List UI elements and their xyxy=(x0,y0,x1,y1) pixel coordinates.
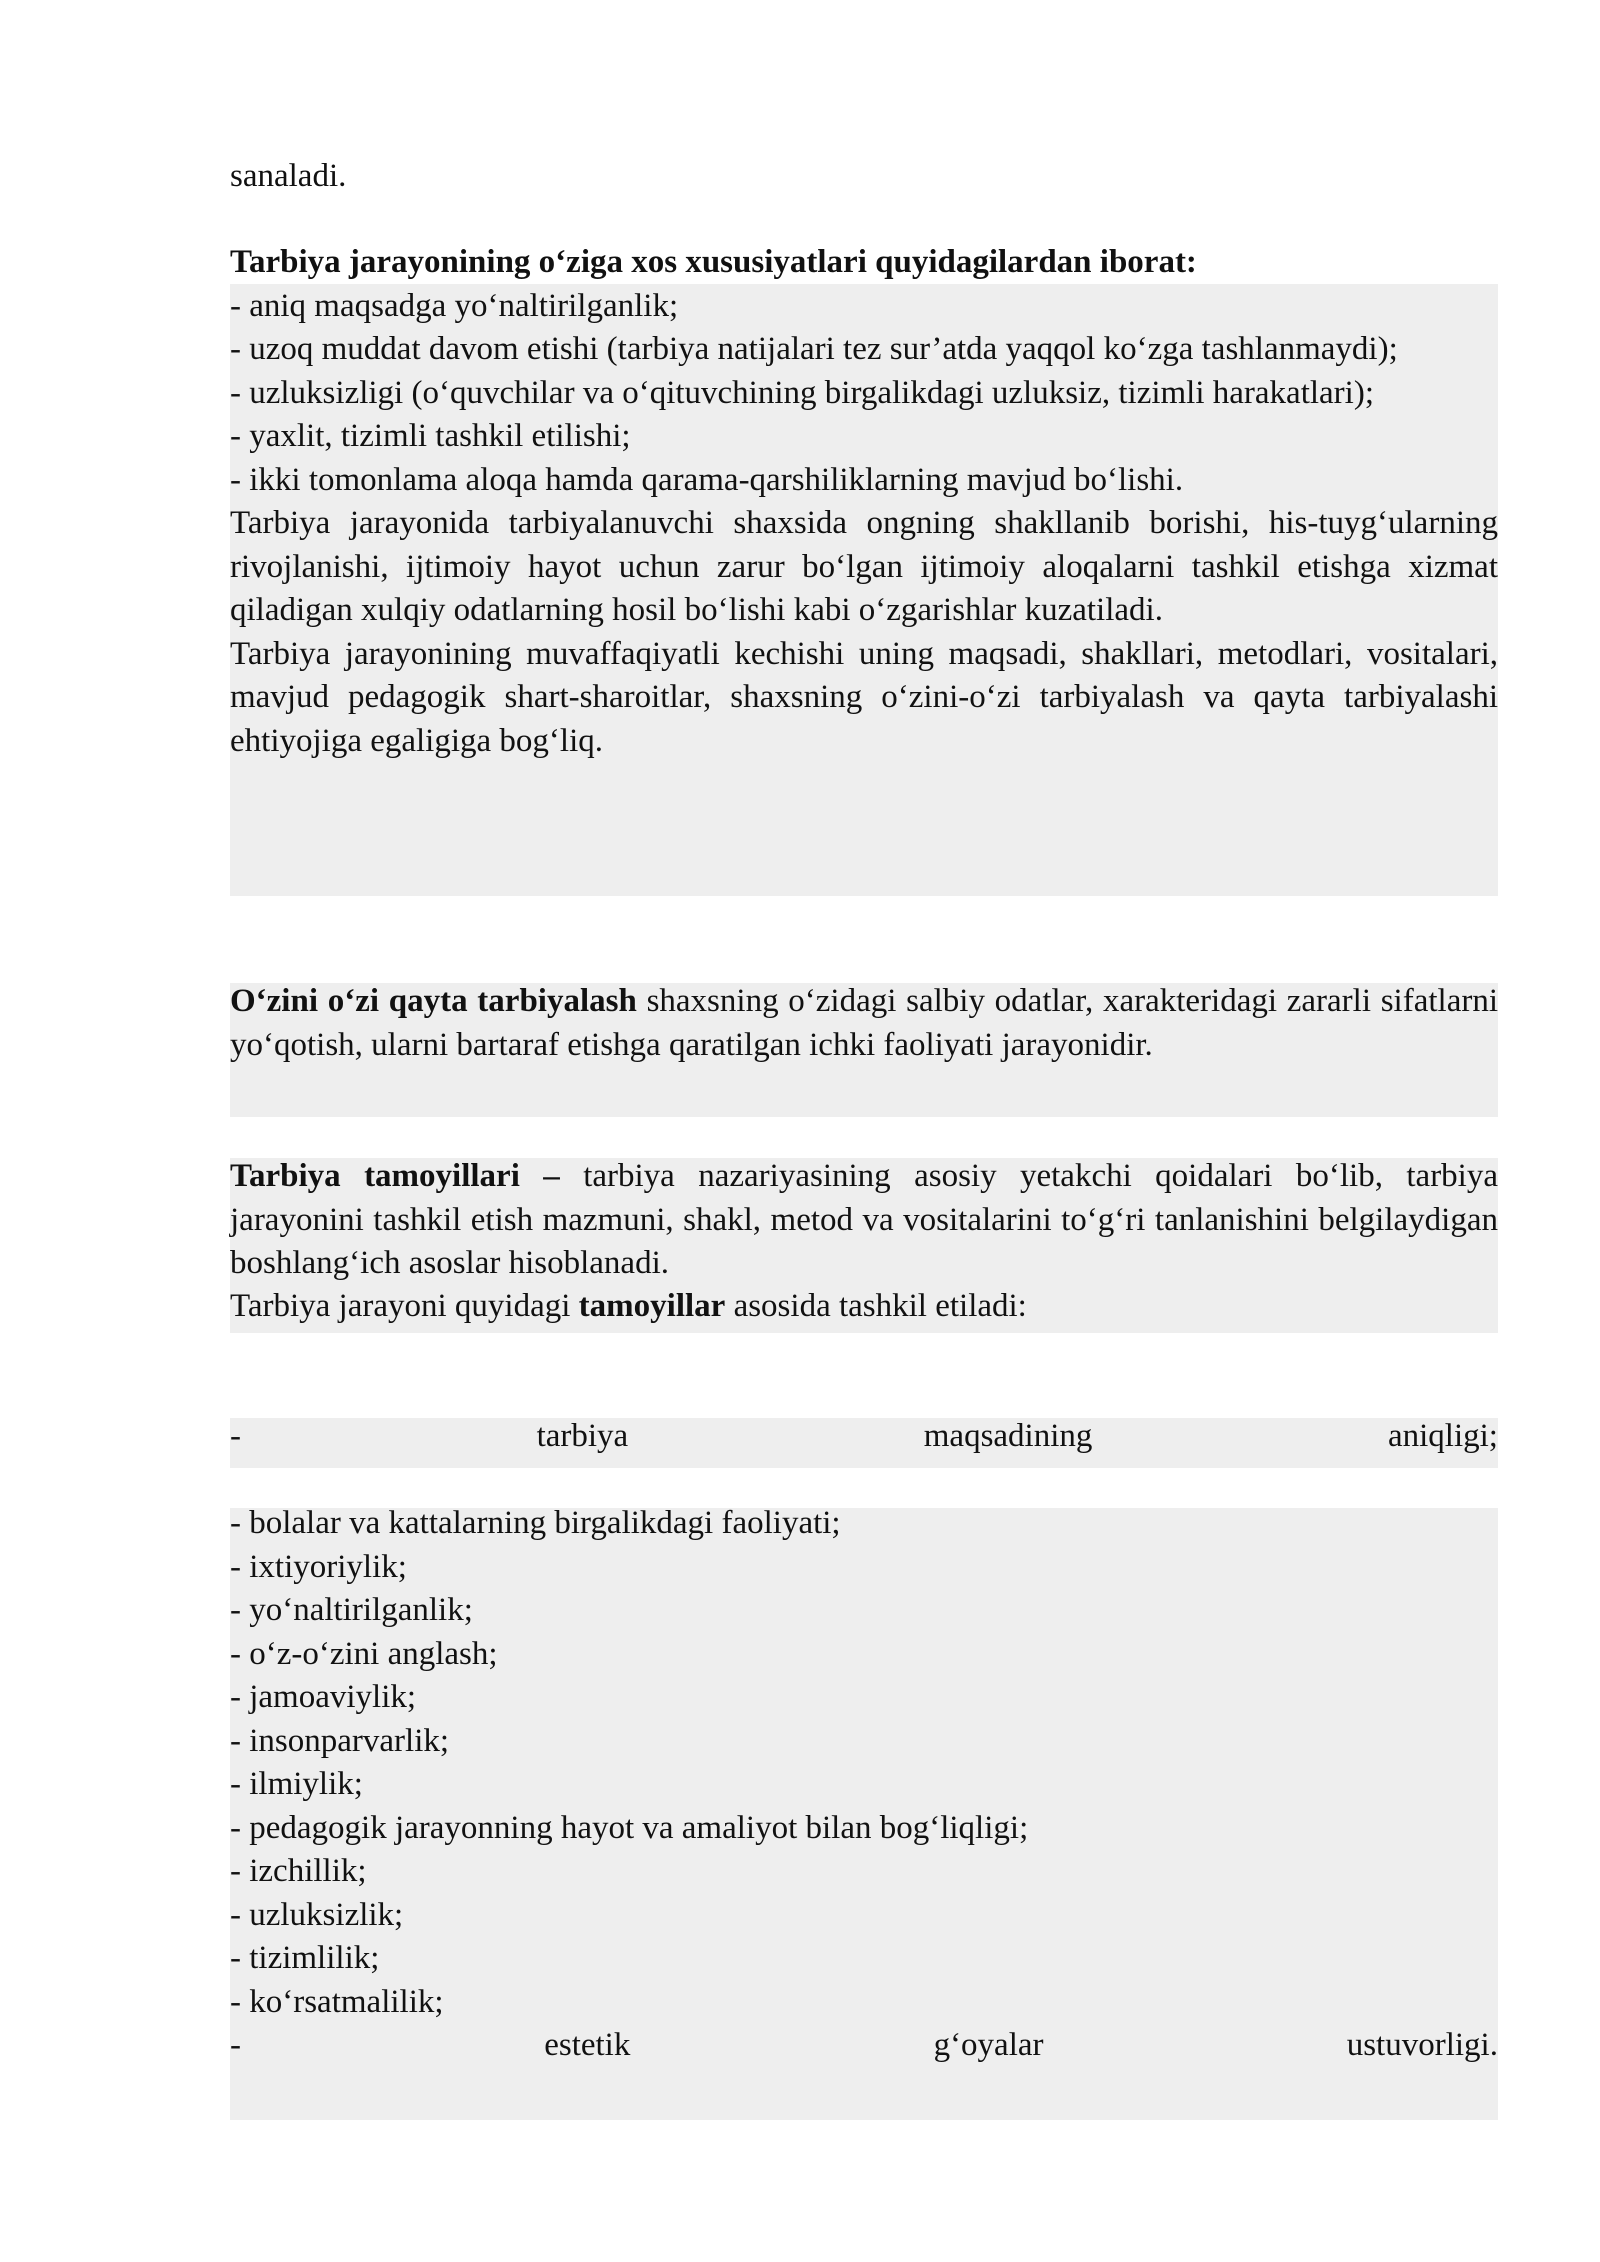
definition: tarbiya nazariyasining asosiy yetakchi qoidalari bo‘lib, tarbiya jarayonini tashkil etish mazmuni, shakl, metod va vositalarini to‘g‘ri tanlanishini belgilaydigan boshlang‘ich asoslar hisoblanadi. xyxy=(230,1158,1499,1281)
principles-intro: Tarbiya jarayoni quyidagi tamoyillar asosida tashkil etiladi: xyxy=(230,1288,1027,1324)
self-reeducation-definition xyxy=(230,980,1498,1067)
list-item-justified: - tarbiya maqsadining aniqligi; xyxy=(230,1418,1498,1454)
term: O‘zini o‘zi qayta tarbiyalash xyxy=(230,983,637,1019)
list-item: - izchillik; xyxy=(230,1853,367,1889)
list-item: - insonparvarlik; xyxy=(230,1722,450,1759)
term: Tarbiya tamoyillari – xyxy=(230,1158,560,1194)
list-item: - yo‘naltirilganlik; xyxy=(230,1592,473,1628)
continuation-text: sanaladi. xyxy=(230,158,347,194)
list-item: - pedagogik jarayonning hayot va amaliyot bilan bog‘liqligi; xyxy=(230,1809,1029,1846)
list-item: - ixtiyoriylik; xyxy=(230,1548,407,1585)
principles-list xyxy=(230,1502,1498,2068)
list-item: - yaxlit, tizimli tashkil etilishi; xyxy=(230,418,631,454)
section-heading: Tarbiya jarayonining o‘ziga xos xususiyatlari quyidagilardan iborat: xyxy=(230,244,1197,280)
list-item: - o‘z-o‘zini anglash; xyxy=(230,1635,498,1672)
features-section xyxy=(230,241,1498,763)
list-item: - bolalar va kattalarning birgalikdagi faoliyati; xyxy=(230,1505,841,1541)
paragraph: Tarbiya jarayonining muvaffaqiyatli kechishi uning maqsadi, shakllari, metodlari, vositalari, mavjud pedagogik shart-sharoitlar, shaxsning o‘zini-o‘zi tarbiyalash va qayta tarbiyalashi ehtiyojiga egaligiga bog‘liq. xyxy=(230,635,1498,759)
list-item: - uzluksizlik; xyxy=(230,1896,404,1933)
list-item: - ilmiylik; xyxy=(230,1766,363,1802)
list-item: - tizimlilik; xyxy=(230,1940,380,1976)
definition: shaxsning o‘zidagi salbiy odatlar, xarakteridagi zararli sifatlarni yo‘qotish, ularni bartaraf etishga qaratilgan ichki faoliyati jarayonidir. xyxy=(230,983,1498,1063)
list-item: - aniq maqsadga yo‘naltirilganlik; xyxy=(230,287,679,324)
principles-definition xyxy=(230,1155,1498,1286)
list-item-justified: - estetik g‘oyalar ustuvorligi. xyxy=(230,2027,1498,2063)
list-item: - jamoaviylik; xyxy=(230,1679,417,1715)
list-item: - ko‘rsatmalilik; xyxy=(230,1983,444,2020)
list-item: - ikki tomonlama aloqa hamda qarama-qarshiliklarning mavjud bo‘lishi. xyxy=(230,461,1184,498)
list-item: - uzluksizligi (o‘quvchilar va o‘qituvchining birgalikdagi uzluksiz, tizimli harakatlari); xyxy=(230,374,1374,411)
paragraph: Tarbiya jarayonida tarbiyalanuvchi shaxsida ongning shakllanib borishi, his-tuyg‘ularning rivojlanishi, ijtimoiy hayot uchun zarur bo‘lgan ijtimoiy aloqalarni tashkil etishga xizmat qiladigan xulqiy odatlarning hosil bo‘lishi kabi o‘zgarishlar kuzatiladi. xyxy=(230,505,1498,628)
list-item: - uzoq muddat davom etishi (tarbiya natijalari tez sur’atda yaqqol ko‘zga tashlanmaydi); xyxy=(230,331,1398,367)
